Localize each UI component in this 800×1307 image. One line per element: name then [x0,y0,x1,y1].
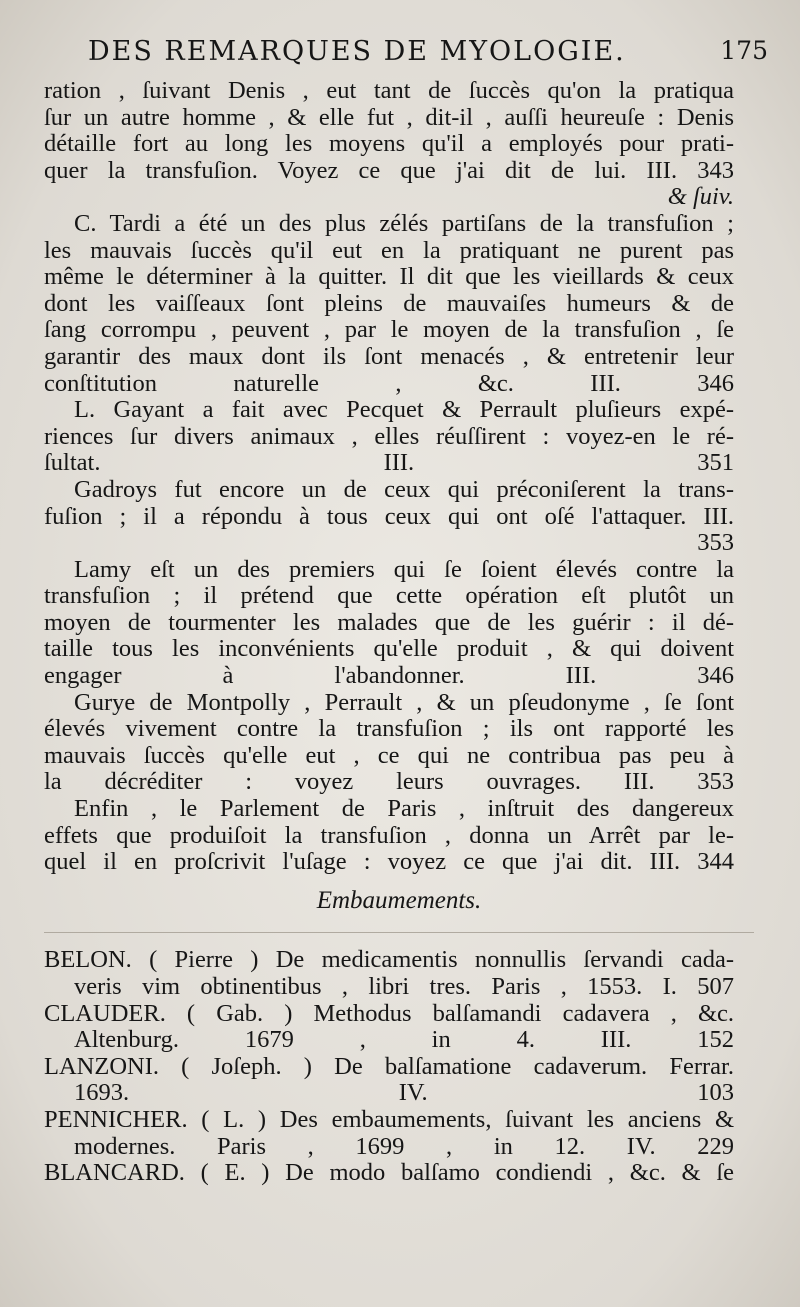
text-line: effets que produiſoit la transfuſion , donna un Arrêt par le- [44,821,734,849]
bibliography-line: BLANCARD. ( E. ) De modo balſamo condiendi , &c. & ſe [44,1159,734,1187]
text-line: C. Tardi a été un des plus zélés partiſans de la transfuſion ; [74,209,734,237]
text-line: ſang corrompu , peuvent , par le moyen de la transfuſion , ſe [44,316,734,344]
text-line: L. Gayant a fait avec Pecquet & Perrault pluſieurs expé- [74,396,734,424]
text-line: riences ſur divers animaux , elles réuſſirent : voyez-en le ré- [44,422,734,450]
text-line: Lamy eſt un des premiers qui ſe ſoient élevés contre la [74,555,734,583]
bibliography-line: CLAUDER. ( Gab. ) Methodus balſamandi cadavera , &c. [44,999,734,1027]
bibliography-line: PENNICHER. ( L. ) Des embaumements, ſuivant les anciens & [44,1105,734,1133]
text-line: fuſion ; il a répondu à tous ceux qui ont oſé l'attaquer. III. [44,502,734,530]
text-line: dont les vaiſſeaux ſont pleins de mauvaiſes humeurs & de [44,289,734,317]
text-line: taille tous les inconvénients qu'elle produit , & qui doivent [44,635,734,663]
page-header [88,36,768,76]
section-title: Embaumements. [44,888,754,934]
text-line: engager à l'abandonner. III. 346 [44,662,734,690]
text-line: quer la transfuſion. Voyez ce que j'ai dit de lui. III. 343 [44,156,734,184]
text-line: quel il en proſcrivit l'uſage : voyez ce que j'ai dit. III. 344 [44,848,734,876]
bibliography-line: modernes. Paris , 1699 , in 12. IV. 229 [74,1132,734,1160]
text-line: Gadroys fut encore un de ceux qui préconiſerent la trans- [74,475,734,503]
text-line: ration , ſuivant Denis , eut tant de ſuccès qu'on la pratiqua [44,77,734,104]
text-line: élevés vivement contre la transfuſion ; ils ont rapporté les [44,715,734,743]
bibliography-line: BELON. ( Pierre ) De medicamentis nonnullis ſervandi cada- [44,946,734,974]
text-line: mauvais ſuccès qu'elle eut , ce qui ne contribua pas peu à [44,741,734,769]
text-line: 353 [697,529,734,557]
bibliography-line: Altenburg. 1679 , in 4. III. 152 [74,1026,734,1054]
text-line: Gurye de Montpolly , Perrault , & un pſeudonyme , ſe ſont [74,688,734,716]
text-line: détaille fort au long les moyens qu'il a employés pour prati- [44,130,734,158]
text-line: ſultat. III. 351 [44,449,734,477]
bibliography-line: LANZONI. ( Joſeph. ) De balſamatione cadaverum. Ferrar. [44,1052,734,1080]
text-line: conſtitution naturelle , &c. III. 346 [44,369,734,397]
body-text [44,78,734,1187]
page-number: 175 [720,36,768,65]
text-line: même le déterminer à la quitter. Il dit que les vieillards & ceux [44,263,734,291]
text-line: garantir des maux dont ils ſont menacés , & entretenir leur [44,342,734,370]
bibliography-list [44,947,734,1186]
transfusion-entries [44,78,734,876]
running-title: DES REMARQUES DE MYOLOGIE. [88,36,626,67]
text-line: transfuſion ; il prétend que cette opération eſt plutôt un [44,582,734,610]
text-line: Enfin , le Parlement de Paris , inſtruit des dangereux [74,795,734,823]
text-line: & ſuiv. [667,183,734,211]
text-line: ſur un autre homme , & elle fut , dit-il , auſſi heureuſe : Denis [44,103,734,131]
bibliography-line: veris vim obtinentibus , libri tres. Paris , 1553. I. 507 [74,973,734,1000]
text-line: moyen de tourmenter les malades que de les guérir : il dé- [44,608,734,636]
text-line: les mauvais ſuccès qu'il eut en la pratiquant ne purent pas [44,236,734,264]
bibliography-line: 1693. IV. 103 [74,1079,734,1107]
text-line: la décréditer : voyez leurs ouvrages. III. 353 [44,768,734,796]
